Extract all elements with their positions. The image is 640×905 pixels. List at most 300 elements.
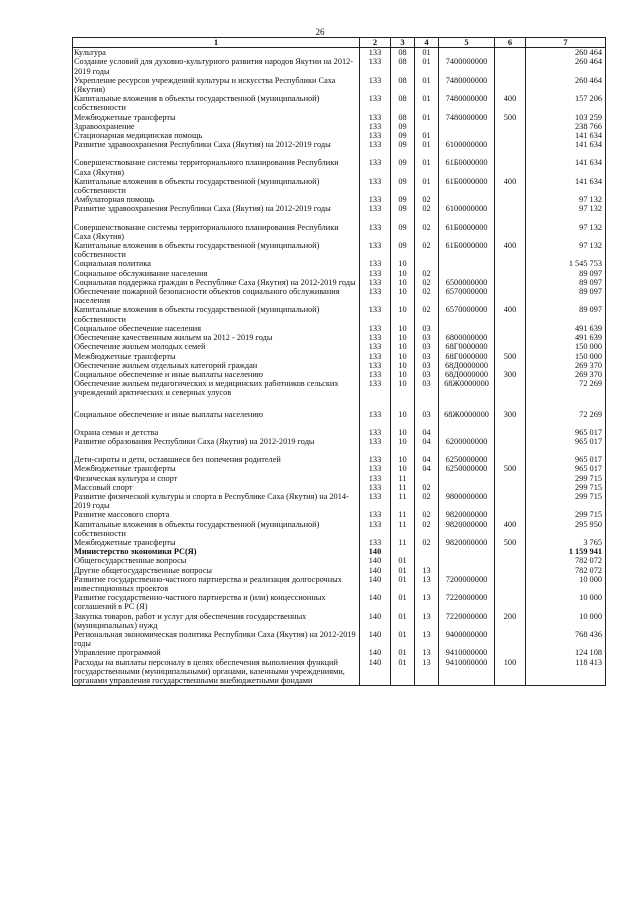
row-section-code: 09 xyxy=(391,195,415,204)
row-subsection-code xyxy=(415,547,439,556)
row-ministry-code: 133 xyxy=(360,474,391,483)
row-amount: 3 765 xyxy=(526,538,606,547)
row-expense-type xyxy=(495,259,526,268)
row-ministry-code: 133 xyxy=(360,140,391,158)
row-section-code: 10 xyxy=(391,352,415,361)
table-row xyxy=(73,76,606,94)
table-row xyxy=(73,658,606,686)
column-header: 2 xyxy=(360,38,391,48)
row-subsection-code: 02 xyxy=(415,510,439,519)
row-name: Расходы на выплаты персоналу в целях обеспечения выполнения функций государственными (муниципальными) органами, казенными учреждениями, органами управления государственными внебюджетными фондами xyxy=(73,658,360,686)
budget-table xyxy=(72,37,606,686)
row-amount: 260 464 xyxy=(526,48,606,58)
row-section-code: 09 xyxy=(391,140,415,158)
row-section-code: 01 xyxy=(391,575,415,593)
row-subsection-code xyxy=(415,122,439,131)
row-expense-type xyxy=(495,287,526,305)
row-ministry-code: 133 xyxy=(360,287,391,305)
row-target-code: 6570000000 xyxy=(439,305,495,323)
row-name: Региональная экономическая политика Республики Саха (Якутия) на 2012-2019 годы xyxy=(73,630,360,648)
row-amount: 965 017 xyxy=(526,455,606,464)
row-subsection-code: 01 xyxy=(415,131,439,140)
table-row xyxy=(73,287,606,305)
table-row xyxy=(73,538,606,547)
table-row xyxy=(73,648,606,657)
row-subsection-code: 02 xyxy=(415,287,439,305)
row-subsection-code: 03 xyxy=(415,410,439,428)
row-target-code: 68Ж0000000 xyxy=(439,410,495,428)
row-section-code: 01 xyxy=(391,556,415,565)
row-amount: 124 108 xyxy=(526,648,606,657)
row-expense-type xyxy=(495,342,526,351)
row-amount: 491 639 xyxy=(526,333,606,342)
table-row xyxy=(73,428,606,437)
row-name: Развитие здравоохранения Республики Саха (Якутия) на 2012-2019 годы xyxy=(73,204,360,222)
row-target-code: 61Б0000000 xyxy=(439,177,495,195)
row-target-code: 7480000000 xyxy=(439,113,495,122)
row-name: Совершенствование системы территориального планирования Республики Саха (Якутия) xyxy=(73,158,360,176)
row-target-code: 6100000000 xyxy=(439,140,495,158)
row-ministry-code: 133 xyxy=(360,333,391,342)
row-ministry-code: 133 xyxy=(360,538,391,547)
row-amount: 1 159 941 xyxy=(526,547,606,556)
row-section-code: 10 xyxy=(391,278,415,287)
row-name: Дети-сироты и дети, оставшиеся без попечения родителей xyxy=(73,455,360,464)
row-ministry-code: 133 xyxy=(360,278,391,287)
page-number: 26 xyxy=(315,27,325,37)
row-target-code: 68Г0000000 xyxy=(439,342,495,351)
row-amount: 141 634 xyxy=(526,158,606,176)
table-row xyxy=(73,122,606,131)
row-section-code: 10 xyxy=(391,455,415,464)
row-name: Укрепление ресурсов учреждений культуры и искусства Республики Саха (Якутия) xyxy=(73,76,360,94)
row-expense-type: 300 xyxy=(495,370,526,379)
table-row xyxy=(73,370,606,379)
row-target-code: 7220000000 xyxy=(439,593,495,611)
row-name: Культура xyxy=(73,48,360,58)
row-expense-type: 500 xyxy=(495,538,526,547)
row-ministry-code: 133 xyxy=(360,410,391,428)
row-expense-type: 500 xyxy=(495,352,526,361)
row-expense-type: 400 xyxy=(495,520,526,538)
row-subsection-code xyxy=(415,556,439,565)
row-amount: 89 097 xyxy=(526,269,606,278)
row-target-code: 7480000000 xyxy=(439,94,495,112)
row-name: Развитие образования Республики Саха (Якутия) на 2012-2019 годы xyxy=(73,437,360,455)
row-target-code: 7200000000 xyxy=(439,575,495,593)
row-section-code: 09 xyxy=(391,122,415,131)
row-expense-type xyxy=(495,57,526,75)
table-row xyxy=(73,158,606,176)
table-row xyxy=(73,455,606,464)
row-name: Амбулаторная помощь xyxy=(73,195,360,204)
table-row xyxy=(73,177,606,195)
row-subsection-code: 02 xyxy=(415,305,439,323)
row-name: Социальное обслуживание населения xyxy=(73,269,360,278)
row-amount: 89 097 xyxy=(526,278,606,287)
table-row xyxy=(73,566,606,575)
row-target-code: 9820000000 xyxy=(439,538,495,547)
row-name: Социальное обеспечение и иные выплаты населению xyxy=(73,370,360,379)
row-ministry-code: 133 xyxy=(360,370,391,379)
row-section-code: 10 xyxy=(391,379,415,409)
row-subsection-code: 02 xyxy=(415,278,439,287)
row-name: Обеспечение качественным жильем на 2012 - 2019 годы xyxy=(73,333,360,342)
row-subsection-code: 03 xyxy=(415,333,439,342)
row-name: Обеспечение жильем молодых семей xyxy=(73,342,360,351)
row-target-code: 6500000000 xyxy=(439,278,495,287)
table-row xyxy=(73,204,606,222)
table-row xyxy=(73,379,606,409)
row-section-code: 01 xyxy=(391,648,415,657)
row-section-code: 08 xyxy=(391,113,415,122)
row-subsection-code: 04 xyxy=(415,455,439,464)
row-section-code: 11 xyxy=(391,492,415,510)
row-name: Капитальные вложения в объекты государственной (муниципальной) собственности xyxy=(73,177,360,195)
row-name: Капитальные вложения в объекты государственной (муниципальной) собственности xyxy=(73,305,360,323)
row-name: Развитие здравоохранения Республики Саха (Якутия) на 2012-2019 годы xyxy=(73,140,360,158)
row-expense-type xyxy=(495,593,526,611)
row-amount: 965 017 xyxy=(526,464,606,473)
column-header: 4 xyxy=(415,38,439,48)
row-target-code: 68Ж0000000 xyxy=(439,379,495,409)
row-subsection-code: 01 xyxy=(415,57,439,75)
column-header: 6 xyxy=(495,38,526,48)
row-ministry-code: 133 xyxy=(360,57,391,75)
row-section-code: 01 xyxy=(391,612,415,630)
row-name: Министерство экономики РС(Я) xyxy=(73,547,360,556)
row-section-code: 09 xyxy=(391,158,415,176)
row-expense-type xyxy=(495,556,526,565)
row-subsection-code: 04 xyxy=(415,437,439,455)
row-ministry-code: 133 xyxy=(360,342,391,351)
row-name: Развитие государственно-частного партнерства и реализация долгосрочных инвестиционных проектов xyxy=(73,575,360,593)
row-name: Развитие массового спорта xyxy=(73,510,360,519)
row-section-code: 10 xyxy=(391,342,415,351)
row-amount: 1 545 753 xyxy=(526,259,606,268)
row-section-code: 10 xyxy=(391,428,415,437)
row-section-code: 11 xyxy=(391,520,415,538)
row-section-code: 08 xyxy=(391,48,415,58)
row-expense-type: 100 xyxy=(495,658,526,686)
row-amount: 238 766 xyxy=(526,122,606,131)
row-expense-type xyxy=(495,566,526,575)
row-ministry-code: 133 xyxy=(360,259,391,268)
row-subsection-code: 13 xyxy=(415,575,439,593)
row-subsection-code: 13 xyxy=(415,630,439,648)
table-row xyxy=(73,278,606,287)
row-subsection-code: 02 xyxy=(415,520,439,538)
row-subsection-code: 01 xyxy=(415,48,439,58)
row-amount: 768 436 xyxy=(526,630,606,648)
row-name: Развитие государственно-частного партнерства и (или) концессионных соглашений в РС (Я) xyxy=(73,593,360,611)
row-section-code: 08 xyxy=(391,57,415,75)
row-section-code: 01 xyxy=(391,658,415,686)
table-row xyxy=(73,195,606,204)
row-section-code: 09 xyxy=(391,204,415,222)
row-amount: 72 269 xyxy=(526,410,606,428)
row-target-code: 6200000000 xyxy=(439,437,495,455)
row-subsection-code: 13 xyxy=(415,658,439,686)
row-subsection-code: 01 xyxy=(415,140,439,158)
row-section-code xyxy=(391,547,415,556)
table-row xyxy=(73,48,606,58)
row-expense-type: 400 xyxy=(495,94,526,112)
row-expense-type xyxy=(495,333,526,342)
row-subsection-code: 03 xyxy=(415,361,439,370)
row-ministry-code: 140 xyxy=(360,556,391,565)
row-amount: 150 000 xyxy=(526,352,606,361)
row-section-code: 08 xyxy=(391,76,415,94)
table-row xyxy=(73,269,606,278)
row-expense-type xyxy=(495,630,526,648)
row-target-code: 6800000000 xyxy=(439,333,495,342)
row-amount: 141 634 xyxy=(526,131,606,140)
row-ministry-code: 133 xyxy=(360,305,391,323)
row-target-code: 6250000000 xyxy=(439,464,495,473)
row-expense-type xyxy=(495,547,526,556)
row-name: Физическая культура и спорт xyxy=(73,474,360,483)
row-expense-type xyxy=(495,648,526,657)
row-amount: 89 097 xyxy=(526,305,606,323)
row-subsection-code: 02 xyxy=(415,195,439,204)
row-name: Общегосударственные вопросы xyxy=(73,556,360,565)
row-section-code: 11 xyxy=(391,483,415,492)
row-amount: 10 000 xyxy=(526,593,606,611)
row-section-code: 09 xyxy=(391,177,415,195)
row-target-code: 7400000000 xyxy=(439,57,495,75)
row-ministry-code: 133 xyxy=(360,510,391,519)
row-name: Межбюджетные трансферты xyxy=(73,352,360,361)
table-row xyxy=(73,474,606,483)
row-amount: 299 715 xyxy=(526,483,606,492)
row-amount: 10 000 xyxy=(526,612,606,630)
row-name: Межбюджетные трансферты xyxy=(73,464,360,473)
row-target-code xyxy=(439,269,495,278)
row-ministry-code: 140 xyxy=(360,612,391,630)
row-ministry-code: 140 xyxy=(360,566,391,575)
row-ministry-code: 133 xyxy=(360,379,391,409)
row-expense-type xyxy=(495,223,526,241)
row-amount: 72 269 xyxy=(526,379,606,409)
row-amount: 269 370 xyxy=(526,361,606,370)
row-amount: 103 259 xyxy=(526,113,606,122)
row-name: Социальная политика xyxy=(73,259,360,268)
row-section-code: 10 xyxy=(391,333,415,342)
row-subsection-code: 02 xyxy=(415,204,439,222)
row-subsection-code: 13 xyxy=(415,648,439,657)
table-row xyxy=(73,410,606,428)
row-target-code xyxy=(439,131,495,140)
row-subsection-code: 01 xyxy=(415,76,439,94)
column-header: 7 xyxy=(526,38,606,48)
row-subsection-code: 13 xyxy=(415,612,439,630)
row-name: Закупка товаров, работ и услуг для обеспечения государственных (муниципальных) нужд xyxy=(73,612,360,630)
row-ministry-code: 133 xyxy=(360,48,391,58)
table-row xyxy=(73,510,606,519)
row-section-code: 11 xyxy=(391,474,415,483)
row-ministry-code: 133 xyxy=(360,241,391,259)
row-ministry-code: 133 xyxy=(360,195,391,204)
row-target-code: 6250000000 xyxy=(439,455,495,464)
row-name: Капитальные вложения в объекты государственной (муниципальной) собственности xyxy=(73,241,360,259)
table-row xyxy=(73,575,606,593)
row-expense-type: 200 xyxy=(495,612,526,630)
row-section-code: 10 xyxy=(391,410,415,428)
row-ministry-code: 133 xyxy=(360,204,391,222)
table-row xyxy=(73,492,606,510)
row-ministry-code: 133 xyxy=(360,269,391,278)
row-name: Социальная поддержка граждан в Республике Саха (Якутия) на 2012-2019 годы xyxy=(73,278,360,287)
row-expense-type xyxy=(495,483,526,492)
row-name: Обеспечение пожарной безопасности объектов социального обслуживания населения xyxy=(73,287,360,305)
row-amount: 295 950 xyxy=(526,520,606,538)
row-target-code: 61Б0000000 xyxy=(439,223,495,241)
row-subsection-code: 03 xyxy=(415,342,439,351)
table-row xyxy=(73,305,606,323)
row-expense-type xyxy=(495,131,526,140)
row-expense-type xyxy=(495,48,526,58)
row-target-code xyxy=(439,547,495,556)
row-expense-type xyxy=(495,437,526,455)
row-amount: 299 715 xyxy=(526,492,606,510)
row-ministry-code: 133 xyxy=(360,76,391,94)
row-name: Межбюджетные трансферты xyxy=(73,538,360,547)
row-ministry-code: 133 xyxy=(360,428,391,437)
row-subsection-code: 01 xyxy=(415,177,439,195)
row-target-code: 61Б0000000 xyxy=(439,158,495,176)
row-section-code: 11 xyxy=(391,538,415,547)
row-amount: 260 464 xyxy=(526,76,606,94)
row-amount: 141 634 xyxy=(526,177,606,195)
row-subsection-code xyxy=(415,474,439,483)
row-name: Другие общегосударственные вопросы xyxy=(73,566,360,575)
row-ministry-code: 133 xyxy=(360,113,391,122)
row-target-code: 6100000000 xyxy=(439,204,495,222)
row-subsection-code: 13 xyxy=(415,566,439,575)
row-target-code xyxy=(439,428,495,437)
row-section-code: 10 xyxy=(391,464,415,473)
table-row xyxy=(73,259,606,268)
row-ministry-code: 140 xyxy=(360,658,391,686)
table-row xyxy=(73,113,606,122)
row-subsection-code: 02 xyxy=(415,241,439,259)
row-ministry-code: 140 xyxy=(360,648,391,657)
table-row xyxy=(73,342,606,351)
table-row xyxy=(73,593,606,611)
row-section-code: 09 xyxy=(391,223,415,241)
row-section-code: 10 xyxy=(391,287,415,305)
row-expense-type xyxy=(495,510,526,519)
row-ministry-code: 133 xyxy=(360,122,391,131)
table-row xyxy=(73,57,606,75)
row-name: Капитальные вложения в объекты государственной (муниципальной) собственности xyxy=(73,94,360,112)
table-row xyxy=(73,464,606,473)
row-target-code: 9410000000 xyxy=(439,648,495,657)
row-ministry-code: 133 xyxy=(360,361,391,370)
row-target-code xyxy=(439,195,495,204)
row-amount: 782 072 xyxy=(526,556,606,565)
row-section-code: 01 xyxy=(391,566,415,575)
row-ministry-code: 133 xyxy=(360,352,391,361)
row-section-code: 11 xyxy=(391,510,415,519)
row-amount: 260 464 xyxy=(526,57,606,75)
row-section-code: 01 xyxy=(391,593,415,611)
row-ministry-code: 133 xyxy=(360,324,391,333)
row-target-code: 68Д0000000 xyxy=(439,370,495,379)
row-subsection-code: 03 xyxy=(415,352,439,361)
row-target-code xyxy=(439,324,495,333)
row-name: Социальное обеспечение населения xyxy=(73,324,360,333)
row-ministry-code: 140 xyxy=(360,593,391,611)
row-name: Совершенствование системы территориального планирования Республики Саха (Якутия) xyxy=(73,223,360,241)
row-section-code: 08 xyxy=(391,94,415,112)
row-section-code: 10 xyxy=(391,370,415,379)
table-row xyxy=(73,361,606,370)
row-name: Массовый спорт xyxy=(73,483,360,492)
row-expense-type: 400 xyxy=(495,241,526,259)
column-header: 3 xyxy=(391,38,415,48)
row-target-code: 68Д0000000 xyxy=(439,361,495,370)
row-ministry-code: 133 xyxy=(360,520,391,538)
row-target-code: 68Г0000000 xyxy=(439,352,495,361)
row-subsection-code: 02 xyxy=(415,483,439,492)
table-row xyxy=(73,324,606,333)
row-target-code: 9820000000 xyxy=(439,520,495,538)
row-amount: 97 132 xyxy=(526,223,606,241)
row-expense-type xyxy=(495,428,526,437)
row-target-code: 9410000000 xyxy=(439,658,495,686)
row-expense-type xyxy=(495,474,526,483)
row-ministry-code: 140 xyxy=(360,630,391,648)
row-amount: 150 000 xyxy=(526,342,606,351)
table-row xyxy=(73,547,606,556)
row-amount: 782 072 xyxy=(526,566,606,575)
row-expense-type xyxy=(495,76,526,94)
row-expense-type xyxy=(495,492,526,510)
row-expense-type xyxy=(495,122,526,131)
table-row xyxy=(73,630,606,648)
row-subsection-code: 02 xyxy=(415,492,439,510)
row-ministry-code: 133 xyxy=(360,131,391,140)
row-name: Социальное обеспечение и иные выплаты населению xyxy=(73,410,360,428)
row-name: Стационарная медицинская помощь xyxy=(73,131,360,140)
row-subsection-code: 04 xyxy=(415,428,439,437)
row-amount: 118 413 xyxy=(526,658,606,686)
row-ministry-code: 133 xyxy=(360,437,391,455)
row-expense-type xyxy=(495,575,526,593)
row-name: Здравоохранение xyxy=(73,122,360,131)
row-target-code xyxy=(439,259,495,268)
row-target-code: 7480000000 xyxy=(439,76,495,94)
table-row xyxy=(73,140,606,158)
row-section-code: 10 xyxy=(391,437,415,455)
row-ministry-code: 140 xyxy=(360,575,391,593)
row-expense-type: 500 xyxy=(495,113,526,122)
row-target-code: 9800000000 xyxy=(439,492,495,510)
row-subsection-code: 13 xyxy=(415,593,439,611)
row-expense-type xyxy=(495,379,526,409)
row-subsection-code xyxy=(415,259,439,268)
row-subsection-code: 02 xyxy=(415,223,439,241)
table-row xyxy=(73,437,606,455)
row-name: Создание условий для духовно-культурного развития народов Якутии на 2012-2019 годы xyxy=(73,57,360,75)
row-amount: 10 000 xyxy=(526,575,606,593)
column-header: 5 xyxy=(439,38,495,48)
row-subsection-code: 04 xyxy=(415,464,439,473)
table-row xyxy=(73,556,606,565)
table-header-row xyxy=(73,38,606,48)
